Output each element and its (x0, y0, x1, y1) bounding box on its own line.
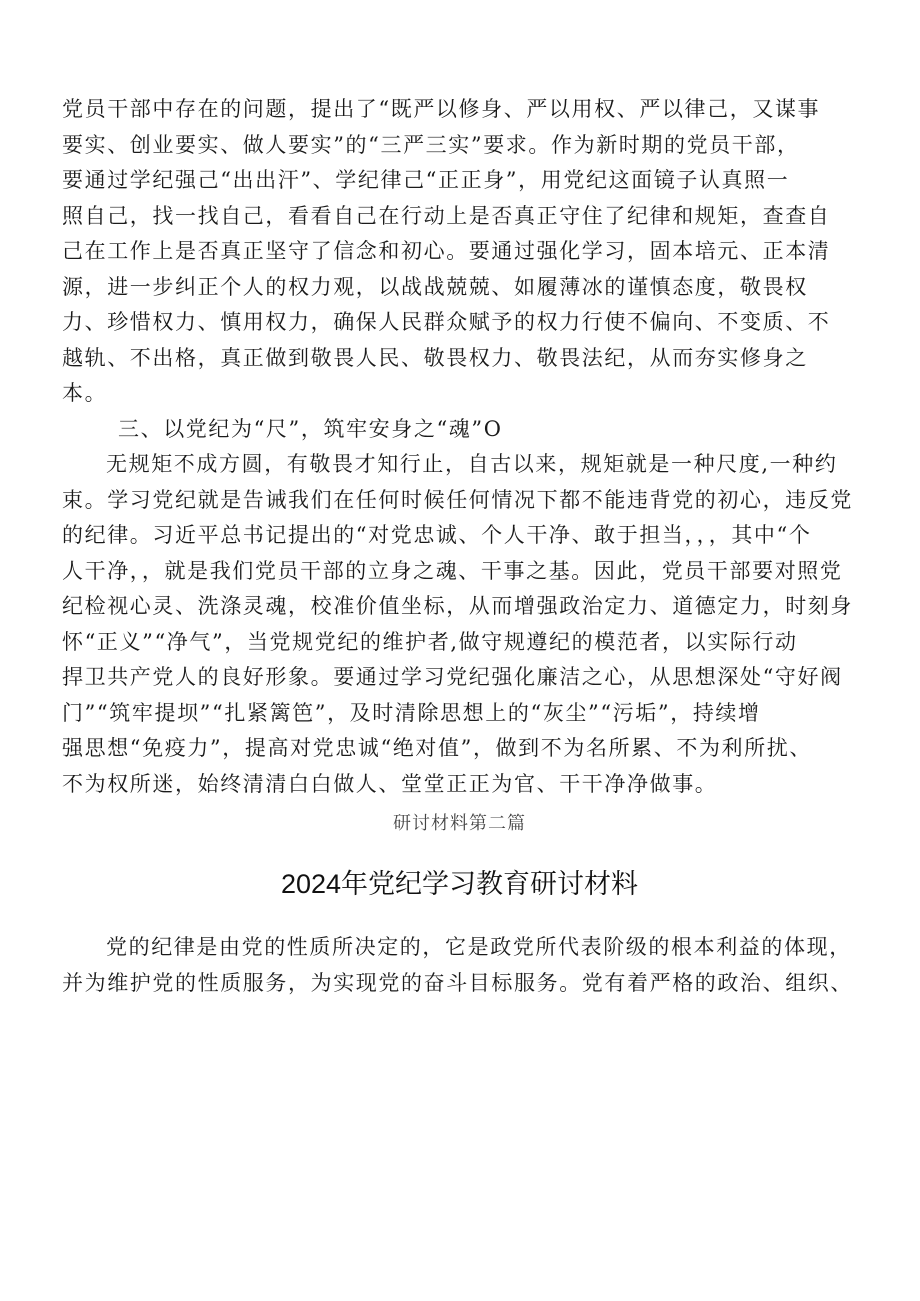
text-line: 捍卫共产党人的良好形象。要通过学习党纪强化廉洁之心，从思想深处“守好阀 (62, 665, 843, 689)
paragraph-1 (62, 92, 857, 412)
text-line: 要实、创业要实、做人要实”的“三严三实”要求。作为新时期的党员干部， (62, 132, 800, 157)
text-line: 源，进一步纠正个人的权力观，以战战兢兢、如履薄冰的谨慎态度，敬畏权 (62, 274, 808, 299)
text-line: 纪检视心灵、洗涤灵魂，校准价值坐标，从而增强政治定力、道德定力，时刻身 (62, 594, 853, 618)
text-line: 束。学习党纪就是告诫我们在任何时候任何情况下都不能违背党的初心，违反党 (62, 487, 853, 512)
text-line: 党员干部中存在的问题，提出了“既严以修身、严以用权、严以律己，又谋事 (62, 97, 821, 121)
text-line: 要通过学纪强己“出出汗”、学纪律己“正正身”，用党纪这面镜子认真照一 (62, 168, 790, 192)
document-title: 2024年党纪学习教育研讨材料 (280, 869, 639, 899)
text-line: 强思想“免疫力”，提高对党忠诚“绝对值”，做到不为名所累、不为利所扰、 (62, 736, 812, 760)
text-line: 己在工作上是否真正坚守了信念和初心。要通过强化学习，固本培元、正本清 (62, 239, 831, 263)
text-line: 本。 (62, 381, 108, 405)
text-line: 的纪律。习近平总书记提出的“对党忠诚、个人干净、敢于担当，，，其中“个 (62, 523, 812, 547)
text-line: 照自己，找一找自己，看看自己在行动上是否真正守住了纪律和规矩，查查自 (62, 203, 831, 228)
text-line: 不为权所迷，始终清清白白做人、堂堂正正为官、干干净净做事。 (62, 771, 718, 796)
text-line: 党的纪律是由党的性质所决定的，它是政党所代表阶级的根本利益的体现， (106, 935, 852, 959)
text-line: 并为维护党的性质服务，为实现党的奋斗目标服务。党有着严格的政治、组织、 (62, 970, 853, 995)
text-line: 怀“正义”“净气”，当党规党纪的维护者,做守规遵纪的模范者，以实际行动 (62, 629, 798, 654)
text-line: 越轨、不出格，真正做到敬畏人民、敬畏权力、敬畏法纪，从而夯实修身之 (62, 345, 808, 370)
section-heading: 三、以党纪为“尺”，筑牢安身之“魂”O (118, 416, 503, 441)
text-line: 门”“筑牢提坝”“扎紧篱笆”，及时清除思想上的“灰尘”“污垢”，持续增 (62, 700, 761, 725)
document-page (62, 92, 857, 1001)
text-line: 力、珍惜权力、慎用权力，确保人民群众赋予的权力行使不偏向、不变质、不 (62, 310, 831, 334)
text-line: 人干净，，就是我们党员干部的立身之魂、干事之基。因此，党员干部要对照党 (62, 558, 843, 583)
text-line: 无规矩不成方圆，有敬畏才知行止，自古以来，规矩就是一种尺度,一种约 (106, 452, 838, 476)
section-caption: 研讨材料第二篇 (393, 813, 526, 834)
paragraph-3 (62, 930, 857, 1001)
paragraph-2 (62, 447, 857, 802)
